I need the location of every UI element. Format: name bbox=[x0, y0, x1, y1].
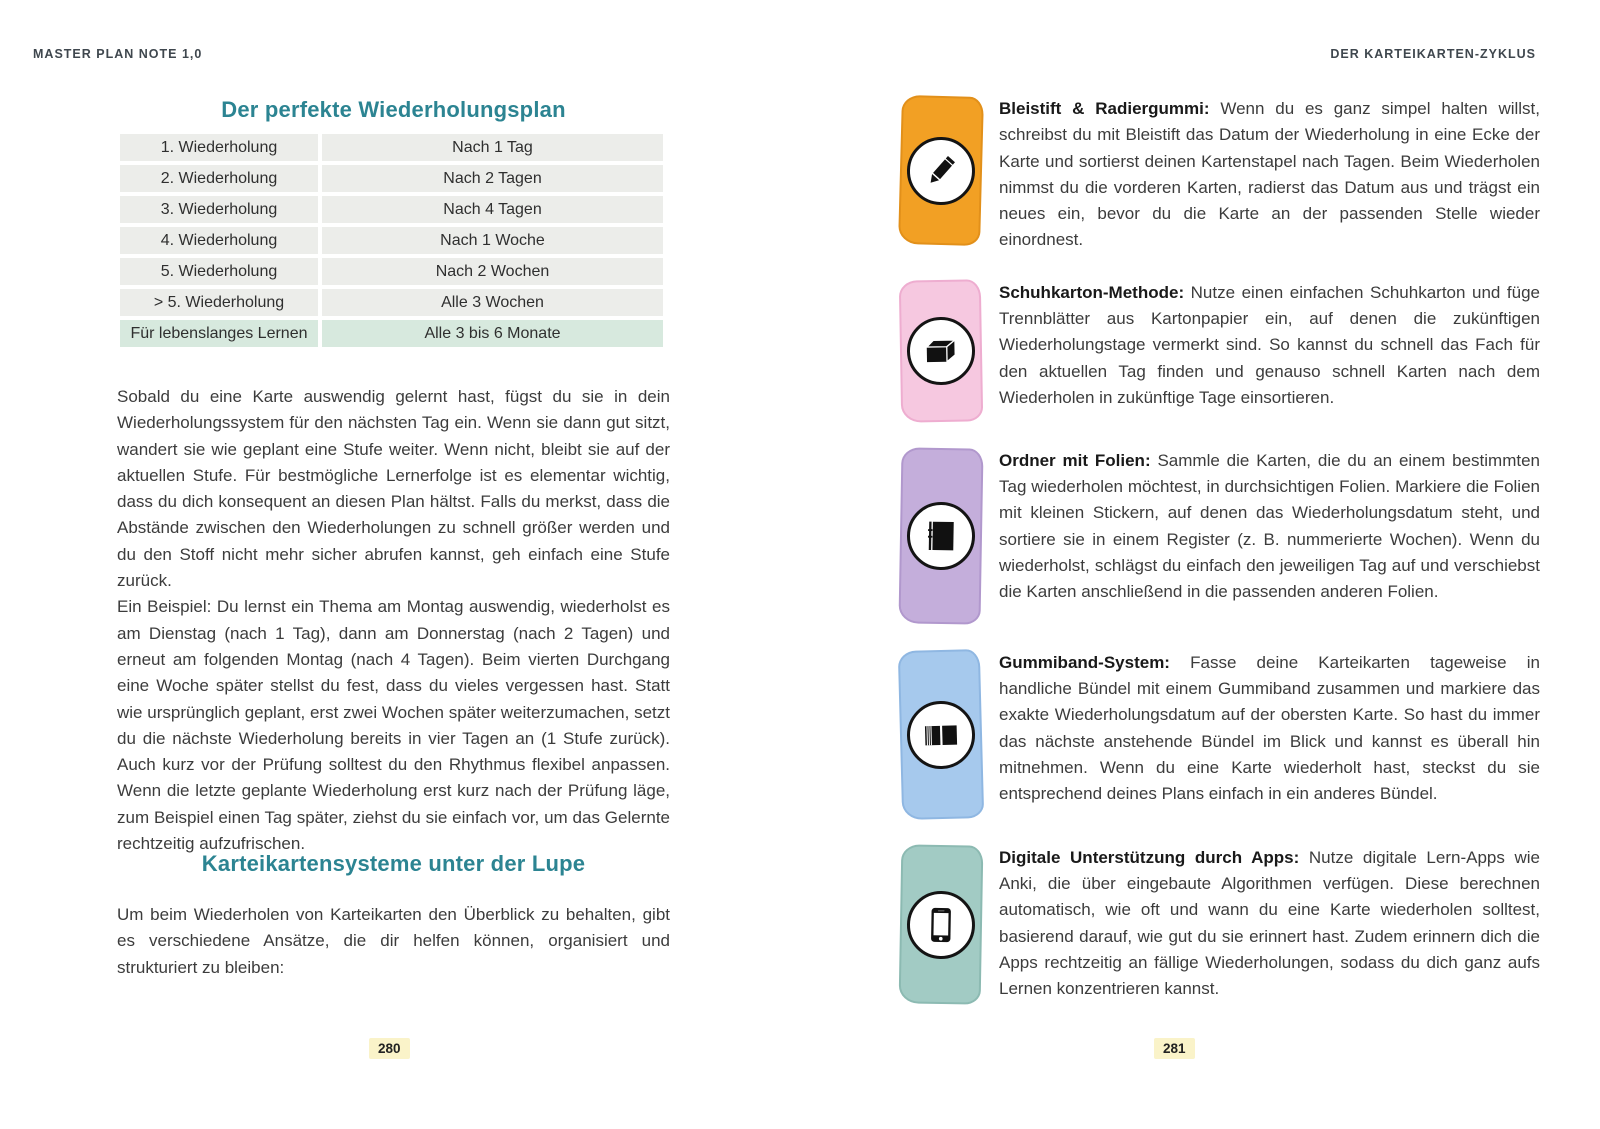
method-title: Schuhkarton-Methode: bbox=[999, 282, 1185, 302]
repetition-plan-table bbox=[120, 134, 663, 351]
method-block-apps bbox=[900, 845, 1540, 1004]
method-text bbox=[999, 448, 1540, 606]
method-block-gummiband bbox=[900, 650, 1540, 819]
table-cell-value: Nach 4 Tagen bbox=[322, 196, 663, 223]
table-cell-value: Nach 2 Wochen bbox=[322, 258, 663, 285]
icon-circle bbox=[906, 890, 975, 959]
page-number: 280 bbox=[369, 1038, 410, 1059]
method-block-schuhkarton bbox=[900, 280, 1540, 422]
badge-column bbox=[900, 448, 985, 624]
method-body: Nutze einen einfachen Schuhkarton und füge Trennblätter aus Kartonpapier ein, auf denen die zukünftigen Wiederholungstage vermerkt sind. So kannst du schnell das Fach für den aktuellen Tag finden und genauso schnell Karten nach dem Wiederholen in zukünftige Tage einsortieren. bbox=[999, 282, 1540, 407]
method-text bbox=[999, 96, 1540, 254]
body-text-block bbox=[117, 384, 670, 857]
table-row bbox=[120, 165, 663, 192]
table-cell-value: Alle 3 Wochen bbox=[322, 289, 663, 316]
table-cell-label: 1. Wiederholung bbox=[120, 134, 318, 161]
badge-column bbox=[900, 845, 985, 1004]
method-title: Digitale Unterstützung durch Apps: bbox=[999, 847, 1300, 867]
method-block-bleistift bbox=[900, 96, 1540, 254]
table-row bbox=[120, 196, 663, 223]
table-cell-label: > 5. Wiederholung bbox=[120, 289, 318, 316]
badge-column bbox=[900, 650, 985, 819]
table-cell-value: Alle 3 bis 6 Monate bbox=[322, 320, 663, 347]
paragraph: Sobald du eine Karte auswendig gelernt hast, fügst du sie in dein Wiederholungssystem für den nächsten Tag ein. Wenn sie dann gut sitzt, wandert sie wie geplant eine Stufe weiter. Wenn nicht, bleibt sie auf der aktuellen Stufe. Für bestmögliche Lernerfolge ist es elementar wichtig, dass du dich konsequent an diesen Plan hältst. Falls du merkst, dass die Abstände zwischen den Wiederholungen zu schnell größer werden und du den Stoff nicht mehr sicher abrufen kannst, geh einfach eine Stufe zurück. bbox=[117, 387, 670, 591]
icon-circle bbox=[906, 501, 975, 570]
table-cell-label: 4. Wiederholung bbox=[120, 227, 318, 254]
method-text bbox=[999, 650, 1540, 808]
icon-circle bbox=[906, 136, 976, 206]
table-cell-label: 3. Wiederholung bbox=[120, 196, 318, 223]
orange-badge bbox=[898, 95, 984, 246]
method-text bbox=[999, 280, 1540, 411]
pencil-icon bbox=[920, 150, 961, 191]
purple-badge bbox=[898, 447, 983, 624]
method-body: Fasse deine Karteikarten tageweise in handliche Bündel mit einem Gummiband zusammen und markiere das exakte Wiederholungsdatum auf der obersten Karte. So hast du immer das nächste anstehende Bündel im Blick und kannst es überall hin mitnehmen. Wenn du eine Karte wiederholt hast, steckst du sie entsprechend deines Plans einfach in ein anderes Bündel. bbox=[999, 652, 1540, 804]
section-heading-karteikartensysteme: Karteikartensysteme unter der Lupe bbox=[201, 851, 586, 876]
badge-column bbox=[900, 280, 985, 422]
method-body: Nutze digitale Lern-Apps wie Anki, die über eingebaute Algorithmen verfügen. Diese berechnen automatisch, wie oft und wann du eine Karte wiederholen solltest, basierend darauf, wie gut du sie erinnert hast. Zudem erinnern dich die Apps rechtzeitig an fällige Wiederholungen, sodass du dich ganz aufs Lernen konzentrieren kannst. bbox=[999, 847, 1540, 999]
method-text bbox=[999, 845, 1540, 1003]
book-page-right bbox=[800, 0, 1600, 1129]
section-heading-wiederholungsplan: Der perfekte Wiederholungsplan bbox=[221, 97, 566, 122]
table-row bbox=[120, 227, 663, 254]
table-row bbox=[120, 258, 663, 285]
pink-badge bbox=[899, 279, 983, 422]
table-cell-label: 2. Wiederholung bbox=[120, 165, 318, 192]
teal-badge bbox=[899, 844, 984, 1004]
table-row-highlight bbox=[120, 320, 663, 347]
card-bundle-icon bbox=[920, 714, 961, 755]
badge-column bbox=[900, 96, 985, 245]
binder-icon bbox=[921, 515, 962, 556]
blue-badge bbox=[898, 649, 984, 820]
running-head-left: MASTER PLAN NOTE 1,0 bbox=[33, 47, 203, 61]
table-cell-label: 5. Wiederholung bbox=[120, 258, 318, 285]
table-cell-value: Nach 1 Woche bbox=[322, 227, 663, 254]
running-head-right: DER KARTEIKARTEN-ZYKLUS bbox=[1330, 47, 1536, 61]
shoebox-icon bbox=[921, 330, 962, 371]
paragraph: Ein Beispiel: Du lernst ein Thema am Montag auswendig, wiederholst es am Dienstag (nach 1 Tag), dann am Donnerstag (nach 2 Tagen) und erneut am folgenden Montag (nach 4 Tagen). Beim vierten Durchgang eine Woche später stellst du fest, dass du vieles vergessen hast. Statt wie ursprünglich geplant, erst zwei Wochen später weiterzumachen, setzt du die nächste Wiederholung bereits in vier Tagen an (1 Stufe zurück). Auch kurz vor der Prüfung solltest du den Rhythmus flexibel anpassen. Wenn die letzte geplante Wiederholung erst kurz nach der Prüfung läge, zum Beispiel einen Tag später, ziehst du sie einfach vor, um das Gelernte rechtzeitig aufzufrischen. bbox=[117, 597, 670, 854]
body-text-block bbox=[117, 902, 670, 981]
paragraph: Um beim Wiederholen von Karteikarten den Überblick zu behalten, gibt es verschiedene Ansätze, die dir helfen können, organisiert und strukturiert zu bleiben: bbox=[117, 905, 670, 977]
table-row bbox=[120, 134, 663, 161]
method-body: Wenn du es ganz simpel halten willst, schreibst du mit Bleistift das Datum der Wiederholung in eine Ecke der Karte und sortierst deinen Kartenstapel nach Tagen. Beim Wiederholen nimmst du die vorderen Karten, radierst das Datum aus und trägst ein neues ein, bevor du die Karte an der passenden Stelle wieder einordnest. bbox=[999, 99, 1540, 250]
table-cell-value: Nach 1 Tag bbox=[322, 134, 663, 161]
table-cell-value: Nach 2 Tagen bbox=[322, 165, 663, 192]
table-cell-label: Für lebenslanges Lernen bbox=[120, 320, 318, 347]
page-number: 281 bbox=[1154, 1038, 1195, 1059]
icon-circle bbox=[906, 699, 976, 769]
smartphone-icon bbox=[921, 904, 962, 945]
icon-circle bbox=[906, 316, 975, 385]
method-body: Sammle die Karten, die du an einem bestimmten Tag wiederholen möchtest, in durchsichtigen Folien. Markiere die Folien mit kleinen Stickern, auf denen das Wiederholungsdatum steht, und sortiere sie in einem Register (z. B. nummerierte Wochen). Wenn du wiederholst, schlägst du einfach den jeweiligen Tag auf und verschiebst die Karten anschließend in die passenden anderen Folien. bbox=[999, 450, 1540, 602]
method-block-ordner bbox=[900, 448, 1540, 624]
table-row bbox=[120, 289, 663, 316]
method-list bbox=[900, 96, 1540, 1030]
method-title: Gummiband-System: bbox=[999, 652, 1170, 672]
method-title: Bleistift & Radiergummi: bbox=[999, 99, 1210, 118]
method-title: Ordner mit Folien: bbox=[999, 450, 1151, 470]
